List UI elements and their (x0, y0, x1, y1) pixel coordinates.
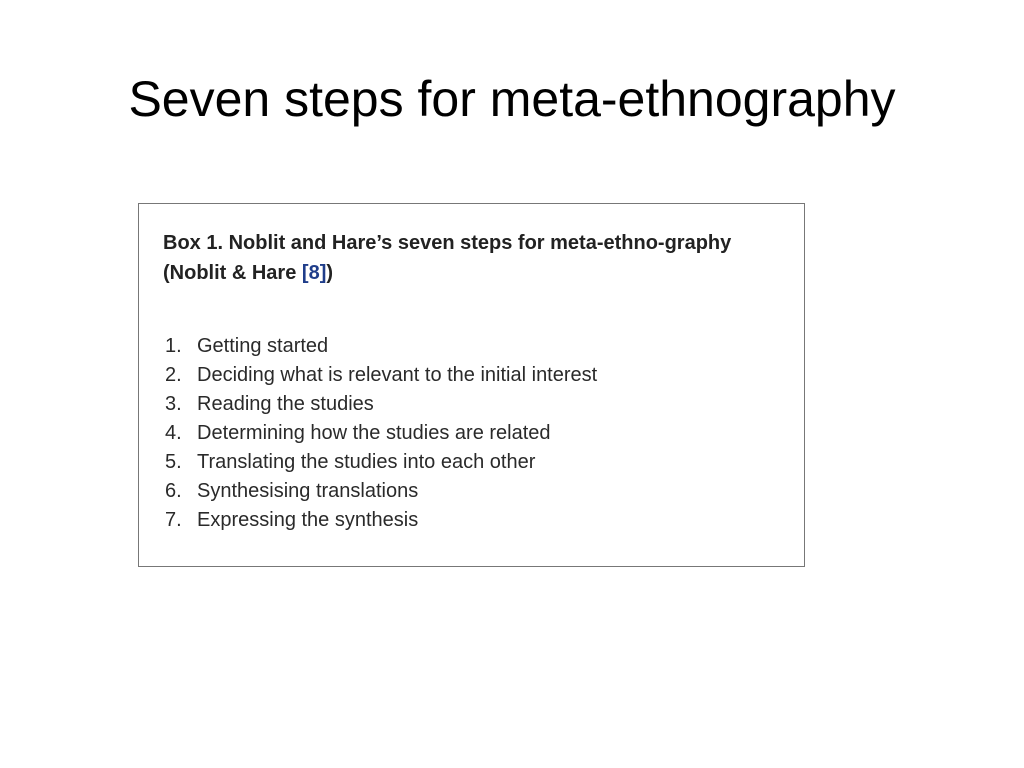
step-text: Translating the studies into each other (197, 451, 536, 473)
steps-list (165, 332, 597, 535)
list-item (165, 448, 597, 477)
step-text: Reading the studies (197, 393, 374, 415)
list-item (165, 419, 597, 448)
step-text: Synthesising translations (197, 480, 419, 502)
box-heading (163, 228, 793, 288)
step-number: 4. (165, 422, 182, 444)
list-item (165, 332, 597, 361)
reference-link: [8] (301, 262, 327, 284)
step-text: Expressing the synthesis (197, 509, 419, 531)
list-item (165, 477, 597, 506)
list-item (165, 361, 597, 390)
list-item (165, 506, 597, 535)
step-text: Getting started (197, 335, 329, 357)
slide-title: Seven steps for meta-ethnography (128, 71, 896, 127)
step-number: 5. (165, 451, 182, 473)
step-text: Deciding what is relevant to the initial interest (197, 364, 598, 386)
step-number: 1. (165, 335, 182, 357)
box-heading-text: Box 1. Noblit and Hare’s seven steps for meta-ethno-graphy (Noblit & Hare (163, 232, 732, 284)
box-heading-suffix: ) (326, 262, 334, 284)
list-item (165, 390, 597, 419)
step-number: 3. (165, 393, 182, 415)
step-text: Determining how the studies are related (197, 422, 551, 444)
step-number: 7. (165, 509, 182, 531)
step-number: 6. (165, 480, 182, 502)
box-figure (138, 203, 805, 567)
step-number: 2. (165, 364, 182, 386)
